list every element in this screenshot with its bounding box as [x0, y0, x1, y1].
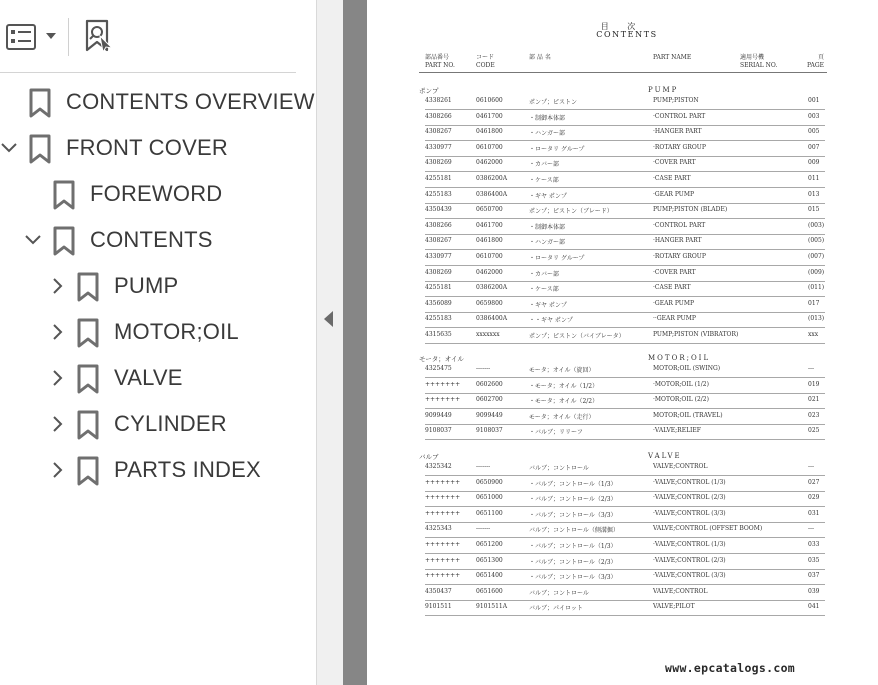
- cell-code: 0651300: [476, 556, 503, 564]
- cell-pg: 003: [808, 112, 820, 120]
- cell-en: ·MOTOR;OIL (2/2): [653, 396, 709, 404]
- table-row[interactable]: [425, 190, 825, 205]
- bookmark-label: PARTS INDEX: [114, 457, 261, 482]
- cell-pg: 009: [808, 159, 820, 167]
- find-current-bookmark-icon: [82, 18, 116, 56]
- cell-pno: 4308267: [425, 237, 452, 245]
- cell-jp: ・バルブ；コントロール（2/3）: [529, 558, 617, 566]
- cell-jp: ・モータ；オイル（1/2）: [529, 382, 599, 390]
- cell-code: 0462000: [476, 159, 503, 167]
- cell-jp: ・ハンガー部: [529, 130, 566, 138]
- table-row[interactable]: [425, 426, 825, 441]
- section-heading: VALVE: [648, 452, 682, 460]
- cell-pg: (005): [808, 237, 825, 245]
- cell-en: VALVE;PILOT: [653, 603, 695, 611]
- cell-jp: ・ケース部: [529, 177, 559, 184]
- cell-pno: 4308266: [425, 112, 452, 120]
- cell-pno: 4350439: [425, 206, 452, 214]
- cell-pno: 4325475: [425, 365, 452, 372]
- cell-en: PUMP;PISTON: [653, 97, 699, 104]
- row-rule: [425, 569, 825, 570]
- page-title: CONTENTS: [596, 30, 658, 39]
- cell-code: 0651400: [476, 572, 503, 580]
- bookmarks-panel: [0, 0, 317, 685]
- bookmarks-toolbar: [0, 0, 296, 73]
- table-row[interactable]: [425, 540, 825, 555]
- cell-pg: ---: [808, 525, 815, 533]
- bookmark-label: MOTOR;OIL: [114, 319, 239, 344]
- cell-en: ·HANGER PART: [653, 128, 702, 136]
- row-rule: [425, 312, 825, 313]
- section-heading: PUMP: [648, 86, 679, 94]
- row-rule: [425, 393, 825, 394]
- cell-pno: 4255181: [425, 175, 452, 182]
- cell-pno: 4255181: [425, 284, 452, 292]
- cell-pno: +++++++: [425, 556, 461, 564]
- cell-code: 0386200A: [476, 175, 508, 182]
- table-row[interactable]: [425, 96, 825, 111]
- cell-pno: +++++++: [425, 380, 461, 388]
- row-rule: [425, 600, 825, 601]
- cell-en: ·CONTROL PART: [653, 221, 706, 229]
- cell-pno: 4308269: [425, 159, 452, 167]
- cell-code: 0386400A: [476, 190, 508, 198]
- row-rule: [425, 327, 825, 328]
- cell-code: 9099449: [476, 411, 503, 419]
- cell-code: 0462000: [476, 268, 503, 276]
- section-heading: MOTOR;OIL: [648, 354, 711, 362]
- cell-en: PUMP;PISTON (BLADE): [653, 206, 728, 214]
- row-rule: [425, 265, 825, 266]
- table-row[interactable]: [425, 236, 825, 251]
- cell-code: 0386200A: [476, 284, 508, 292]
- cell-pg: 007: [808, 143, 820, 151]
- cell-jp: ポンプ；ピストン（バイブレータ）: [529, 333, 625, 340]
- cell-jp: ・ハンガー部: [529, 239, 566, 247]
- table-row[interactable]: [425, 509, 825, 524]
- bookmark-label: CONTENTS OVERVIEW: [66, 89, 315, 114]
- cell-pg: 017: [808, 299, 820, 307]
- cell-code: 0651200: [476, 541, 503, 548]
- cell-en: PUMP;PISTON (VIBRATOR): [653, 331, 739, 338]
- chevron-down-icon: [46, 33, 56, 39]
- cell-code: 9108037: [476, 427, 503, 435]
- bookmark-icon: [77, 456, 99, 486]
- cell-jp: ・ケース部: [529, 286, 559, 294]
- col-header-part-name: PART NAME: [653, 54, 692, 61]
- bookmark-foreword[interactable]: [0, 172, 316, 218]
- bookmark-icon: [29, 134, 51, 164]
- cell-pg: 037: [808, 572, 820, 580]
- cell-pg: xxx: [808, 331, 819, 338]
- bookmark-contents-overview[interactable]: [0, 80, 316, 126]
- row-rule: [425, 187, 825, 188]
- cell-pg: (003): [808, 221, 825, 229]
- cell-pno: +++++++: [425, 478, 461, 486]
- header-rule: [419, 72, 827, 73]
- watermark-text: www.epcatalogs.com: [665, 661, 796, 675]
- cell-jp: ・バルブ；コントロール（3/3）: [529, 574, 617, 582]
- cell-en: VALVE;CONTROL: [653, 463, 708, 470]
- bookmark-icon: [53, 180, 75, 210]
- cell-pg: 021: [808, 396, 820, 404]
- cell-jp: バルブ；コントロール: [529, 465, 589, 472]
- bookmark-label: FRONT COVER: [66, 135, 228, 160]
- cell-code: 0610600: [476, 97, 503, 104]
- cell-en: ·GEAR PUMP: [653, 299, 695, 307]
- cell-code: -------: [476, 525, 491, 533]
- cell-pg: (013): [808, 315, 825, 323]
- table-row[interactable]: [425, 314, 825, 329]
- cell-code: 0461800: [476, 128, 503, 136]
- cell-code: xxxxxxx: [476, 331, 500, 338]
- cell-en: ·COVER PART: [653, 268, 696, 276]
- bookmark-options-button[interactable]: [4, 18, 58, 58]
- col-header-part-no: 部品番号 PART NO.: [425, 54, 455, 69]
- cell-pno: +++++++: [425, 494, 461, 502]
- cell-en: ·ROTARY GROUP: [653, 253, 706, 260]
- cell-jp: ・カバー部: [529, 161, 560, 169]
- table-row[interactable]: [425, 556, 825, 571]
- table-row[interactable]: [425, 205, 825, 220]
- table-row[interactable]: [425, 143, 825, 158]
- cell-pg: 031: [808, 509, 820, 517]
- chevron-right-icon[interactable]: [49, 415, 67, 433]
- row-rule: [425, 377, 825, 378]
- row-rule: [425, 491, 825, 492]
- cell-en: ·VALVE;CONTROL (3/3): [653, 572, 726, 580]
- cell-en: VALVE;CONTROL: [653, 587, 708, 595]
- cell-pg: 029: [808, 494, 820, 502]
- table-row[interactable]: [425, 493, 825, 508]
- col-header-page: 頁 PAGE: [807, 54, 824, 69]
- document-viewport[interactable]: [343, 0, 878, 685]
- cell-pno: +++++++: [425, 509, 461, 517]
- row-rule: [425, 109, 825, 110]
- cell-pg: 011: [808, 175, 820, 182]
- bookmark-front-cover[interactable]: [0, 126, 316, 172]
- bookmark-label: PUMP: [114, 273, 179, 298]
- table-row[interactable]: [425, 380, 825, 395]
- cell-pno: 4330977: [425, 253, 452, 260]
- cell-pg: 025: [808, 427, 820, 435]
- cell-en: ·CONTROL PART: [653, 112, 706, 120]
- bookmark-label: FOREWORD: [90, 181, 223, 206]
- cell-jp: ・・ギヤ ポンプ: [529, 317, 573, 325]
- row-rule: [425, 424, 825, 425]
- cell-en: ·GEAR PUMP: [653, 190, 695, 198]
- bookmark-icon: [77, 318, 99, 348]
- cell-code: 0651100: [476, 509, 503, 517]
- table-row[interactable]: [425, 411, 825, 426]
- row-rule: [425, 537, 825, 538]
- cell-pg: 039: [808, 587, 820, 595]
- cell-en: MOTOR;OIL (TRAVEL): [653, 411, 723, 419]
- row-rule: [425, 281, 825, 282]
- cell-code: 0650900: [476, 478, 503, 486]
- table-row[interactable]: [425, 364, 825, 379]
- cell-code: 9101511A: [476, 603, 508, 611]
- cell-pno: 4350437: [425, 587, 452, 595]
- cell-en: ·VALVE;CONTROL (3/3): [653, 509, 726, 517]
- row-rule: [425, 615, 825, 616]
- row-rule: [425, 296, 825, 297]
- row-rule: [425, 140, 825, 141]
- cell-pg: 001: [808, 97, 820, 104]
- cell-pg: 019: [808, 380, 820, 388]
- cell-jp: バルブ；コントロール（側溝掘）: [529, 527, 619, 535]
- cell-en: ·ROTARY GROUP: [653, 143, 706, 151]
- cell-pno: 4315635: [425, 331, 452, 338]
- cell-pno: 4325342: [425, 463, 452, 470]
- row-rule: [425, 408, 825, 409]
- bookmark-valve[interactable]: [0, 356, 316, 402]
- cell-en: ·VALVE;RELIEF: [653, 427, 701, 435]
- cell-code: 0610700: [476, 143, 503, 151]
- table-row[interactable]: [425, 158, 825, 173]
- cell-jp: ・モータ；オイル（2/2）: [529, 398, 599, 406]
- toolbar-divider: [68, 18, 69, 56]
- cell-en: ·MOTOR;OIL (1/2): [653, 380, 709, 388]
- bookmark-label: VALVE: [114, 365, 183, 390]
- cell-pno: 9101511: [425, 603, 452, 611]
- cell-code: 0610700: [476, 253, 503, 260]
- table-row[interactable]: [425, 112, 825, 127]
- bookmark-motor-oil[interactable]: [0, 310, 316, 356]
- cell-jp: ・バルブ；コントロール（1/3）: [529, 480, 617, 488]
- bookmark-label: CYLINDER: [114, 411, 227, 436]
- cell-pg: (009): [808, 268, 825, 276]
- cell-pg: 027: [808, 478, 820, 486]
- chevron-right-icon[interactable]: [49, 369, 67, 387]
- cell-en: ·HANGER PART: [653, 237, 702, 245]
- bookmark-contents[interactable]: [0, 218, 316, 264]
- cell-code: 0461700: [476, 112, 503, 120]
- cell-pno: +++++++: [425, 572, 461, 580]
- cell-pg: ---: [808, 365, 815, 372]
- row-rule: [425, 584, 825, 585]
- bookmark-options-icon: [6, 24, 36, 50]
- cell-jp: ・バルブ；コントロール（3/3）: [529, 511, 617, 519]
- col-header-code: コード CODE: [476, 54, 495, 69]
- cell-jp: ・バルブ；コントロール（2/3）: [529, 496, 617, 504]
- cell-en: ·CASE PART: [653, 175, 691, 182]
- table-row[interactable]: [425, 127, 825, 142]
- cell-en: ·CASE PART: [653, 284, 691, 292]
- cell-pg: 041: [808, 603, 820, 611]
- cell-code: 0651600: [476, 587, 503, 595]
- cell-pg: (011): [808, 284, 825, 292]
- cell-pno: 9099449: [425, 411, 452, 419]
- table-row[interactable]: [425, 174, 825, 189]
- col-header-serial: 適用号機 SERIAL NO.: [740, 54, 778, 69]
- cell-pg: 023: [808, 411, 820, 419]
- bookmark-pump[interactable]: [0, 264, 316, 310]
- cell-jp: バルブ；コントロール: [529, 589, 589, 597]
- row-rule: [425, 522, 825, 523]
- table-row[interactable]: [425, 571, 825, 586]
- table-row[interactable]: [425, 462, 825, 477]
- cell-pg: (007): [808, 253, 825, 260]
- table-row[interactable]: [425, 395, 825, 410]
- cell-pg: 035: [808, 556, 820, 564]
- page-title-jp: 目 次: [600, 22, 644, 31]
- row-rule: [425, 125, 825, 126]
- cell-pg: 005: [808, 128, 820, 136]
- cell-code: -------: [476, 365, 491, 372]
- row-rule: [425, 249, 825, 250]
- chevron-down-icon[interactable]: [24, 231, 42, 249]
- find-current-bookmark-button[interactable]: [82, 18, 122, 58]
- cell-code: 0602700: [476, 396, 503, 404]
- cell-pno: +++++++: [425, 396, 461, 404]
- cell-pno: 9108037: [425, 427, 452, 435]
- cell-jp: ・バルブ；リリーフ: [529, 429, 583, 437]
- table-row[interactable]: [425, 478, 825, 493]
- bookmark-parts-index[interactable]: [0, 448, 316, 494]
- row-rule: [425, 475, 825, 476]
- cell-jp: ・制御本体部: [529, 223, 566, 231]
- cell-pno: 4356089: [425, 299, 452, 307]
- document-page: [367, 0, 878, 685]
- table-row[interactable]: [425, 602, 825, 617]
- table-row[interactable]: [425, 252, 825, 267]
- cell-code: 0461800: [476, 237, 503, 245]
- cell-jp: バルブ；パイロット: [529, 605, 583, 613]
- section-heading-jp: ポンプ: [419, 87, 439, 95]
- cell-jp: ・カバー部: [529, 270, 560, 278]
- bookmark-icon: [29, 88, 51, 118]
- table-row[interactable]: [425, 221, 825, 236]
- bookmark-icon: [77, 272, 99, 302]
- row-rule: [425, 156, 825, 157]
- table-row[interactable]: [425, 524, 825, 539]
- cell-pg: 033: [808, 541, 820, 548]
- cell-code: 0602600: [476, 380, 503, 388]
- cell-jp: ポンプ；ピストン: [529, 99, 578, 106]
- cell-jp: モータ；オイル（旋回）: [529, 367, 595, 374]
- cell-pno: 4308267: [425, 128, 452, 136]
- cell-en: ·VALVE;CONTROL (2/3): [653, 494, 726, 502]
- panel-splitter[interactable]: [317, 0, 343, 685]
- row-rule: [425, 171, 825, 172]
- chevron-right-icon[interactable]: [49, 461, 67, 479]
- cell-en: ··GEAR PUMP: [653, 315, 696, 323]
- row-rule: [425, 218, 825, 219]
- cell-code: 0659800: [476, 299, 503, 307]
- cell-jp: ・ギヤ ポンプ: [529, 301, 567, 309]
- cell-en: VALVE;CONTROL (OFFSET BOOM): [653, 525, 763, 533]
- table-row[interactable]: [425, 283, 825, 298]
- cell-pno: 4338261: [425, 97, 452, 104]
- bookmark-label: CONTENTS: [90, 227, 213, 252]
- cell-jp: ・ロータリ グループ: [529, 145, 585, 153]
- cell-pg: 015: [808, 206, 820, 214]
- row-rule: [425, 234, 825, 235]
- cell-pg: 013: [808, 190, 820, 198]
- row-rule: [425, 553, 825, 554]
- cell-code: 0461700: [476, 221, 503, 229]
- cell-en: ·VALVE;CONTROL (1/3): [653, 478, 726, 486]
- cell-pno: 4325343: [425, 525, 452, 533]
- cell-pno: 4255183: [425, 315, 452, 323]
- cell-jp: ・バルブ；コントロール（1/3）: [529, 543, 617, 550]
- cell-jp: ポンプ；ピストン（ブレード）: [529, 208, 613, 216]
- table-row[interactable]: [425, 587, 825, 602]
- cell-en: ·VALVE;CONTROL (1/3): [653, 541, 726, 548]
- cell-code: -------: [476, 463, 491, 470]
- row-rule: [425, 203, 825, 204]
- cell-pno: 4308266: [425, 221, 452, 229]
- row-rule: [425, 343, 825, 344]
- table-row[interactable]: [425, 299, 825, 314]
- bookmark-icon: [77, 410, 99, 440]
- cell-jp: ・ロータリ グループ: [529, 255, 585, 262]
- cell-pno: +++++++: [425, 541, 461, 548]
- section-heading-jp: モータ；オイル: [419, 355, 464, 363]
- cell-en: ·COVER PART: [653, 159, 696, 167]
- cell-code: 0651000: [476, 494, 503, 502]
- cell-pno: 4308269: [425, 268, 452, 276]
- cell-en: ·VALVE;CONTROL (2/3): [653, 556, 726, 564]
- cell-pno: 4255183: [425, 190, 452, 198]
- chevron-down-icon[interactable]: [0, 139, 18, 157]
- col-header-name-jp: 部 品 名: [529, 54, 551, 61]
- cell-jp: ・制御本体部: [529, 114, 566, 122]
- row-rule: [425, 439, 825, 440]
- cell-pg: ---: [808, 463, 815, 470]
- cell-jp: ・ギヤ ポンプ: [529, 192, 567, 200]
- cell-code: 0650700: [476, 206, 503, 214]
- chevron-right-icon[interactable]: [49, 323, 67, 341]
- section-heading-jp: バルブ: [419, 453, 439, 461]
- cell-en: MOTOR;OIL (SWING): [653, 365, 721, 372]
- cell-pno: 4330977: [425, 143, 452, 151]
- bookmark-icon: [53, 226, 75, 256]
- row-rule: [425, 506, 825, 507]
- table-row[interactable]: [425, 330, 825, 345]
- cell-jp: モータ；オイル（走行）: [529, 413, 595, 421]
- bookmark-cylinder[interactable]: [0, 402, 316, 448]
- bookmark-icon: [77, 364, 99, 394]
- chevron-right-icon[interactable]: [49, 277, 67, 295]
- table-row[interactable]: [425, 268, 825, 283]
- cell-code: 0386400A: [476, 315, 508, 323]
- collapse-panel-arrow-icon[interactable]: [324, 311, 333, 327]
